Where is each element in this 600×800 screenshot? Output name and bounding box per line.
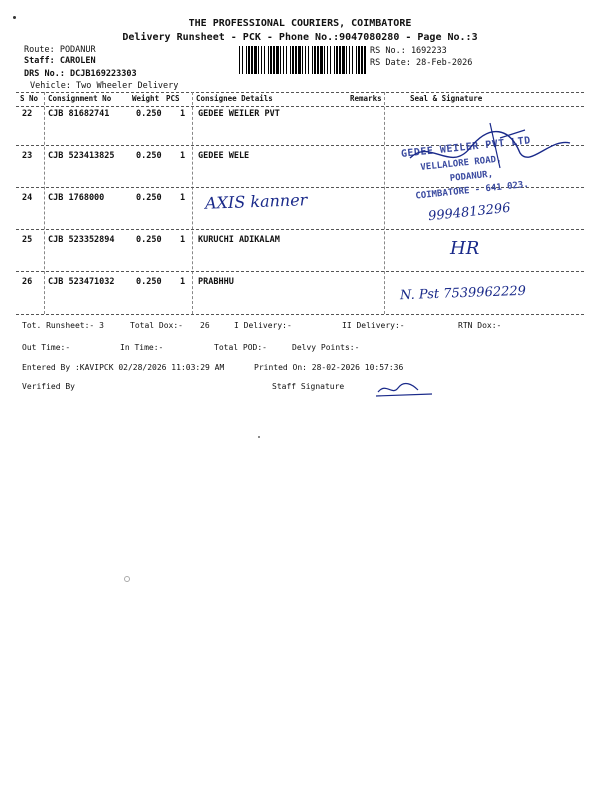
staff-signature-scribble bbox=[372, 378, 442, 400]
barcode-bar bbox=[264, 46, 265, 74]
signature-scribble bbox=[400, 118, 580, 178]
drs-number: DRS No.: DCJB169223303 bbox=[24, 69, 137, 79]
barcode-bar bbox=[242, 46, 243, 74]
barcode-bar bbox=[248, 46, 250, 74]
col-divider bbox=[192, 92, 193, 314]
barcode-bar bbox=[308, 46, 309, 74]
barcode-bar bbox=[280, 46, 281, 74]
barcode-bar bbox=[273, 46, 275, 74]
row-sno: 23 bbox=[22, 151, 33, 161]
row-consignment: CJB 523352894 bbox=[48, 235, 115, 245]
barcode-bar bbox=[268, 46, 269, 74]
barcode-bar bbox=[314, 46, 316, 74]
i-delivery: I Delivery:- bbox=[234, 321, 292, 330]
barcode-bar bbox=[251, 46, 253, 74]
in-time: In Time:- bbox=[120, 343, 164, 352]
row-consignment: CJB 523413825 bbox=[48, 151, 115, 161]
barcode-bar bbox=[352, 46, 353, 74]
row-consignee: PRABHHU bbox=[198, 277, 234, 287]
total-dox-value: 26 bbox=[200, 321, 210, 330]
staff-label: Staff: CAROLEN bbox=[24, 56, 96, 66]
row-consignee: GEDEE WELE bbox=[198, 151, 250, 161]
col-seal: Seal & Signature bbox=[410, 94, 483, 103]
row-sno: 22 bbox=[22, 109, 33, 119]
barcode-bar bbox=[290, 46, 291, 74]
entered-by: Entered By :KAVIPCK 02/28/2026 11:03:29 AM bbox=[22, 363, 225, 372]
barcode-bar bbox=[312, 46, 313, 74]
row-pcs: 1 bbox=[180, 277, 186, 287]
col-remarks: Remarks bbox=[350, 94, 382, 103]
barcode-bar bbox=[364, 46, 366, 74]
barcode-bar bbox=[239, 46, 240, 74]
col-divider bbox=[44, 92, 45, 314]
barcode-bar bbox=[292, 46, 294, 74]
ii-delivery: II Delivery:- bbox=[342, 321, 405, 330]
rtn-dox: RTN Dox:- bbox=[458, 321, 502, 330]
row-pcs: 1 bbox=[180, 235, 186, 245]
barcode-bar bbox=[358, 46, 360, 74]
tot-runsheet: Tot. Runsheet:- 3 bbox=[22, 321, 104, 330]
barcode-bar bbox=[302, 46, 303, 74]
row-weight: 0.250 bbox=[136, 277, 162, 287]
row-consignment: CJB 81682741 bbox=[48, 109, 110, 119]
barcode-bar bbox=[317, 46, 319, 74]
col-pcs: PCS bbox=[166, 94, 180, 103]
col-weight: Weight bbox=[132, 94, 160, 103]
row-consignee: KURUCHI ADIKALAM bbox=[198, 235, 280, 245]
barcode-bar bbox=[334, 46, 335, 74]
handwritten-initials: HR bbox=[450, 238, 480, 259]
row-rule bbox=[16, 229, 584, 230]
vehicle-label: Vehicle: Two Wheeler Delivery bbox=[30, 81, 179, 91]
barcode-bar bbox=[261, 46, 262, 74]
barcode-bar bbox=[320, 46, 323, 74]
runsheet-title: Delivery Runsheet - PCK - Phone No.:9047080280 - Page No.:3 bbox=[122, 32, 478, 43]
row-weight: 0.250 bbox=[136, 235, 162, 245]
row-sno: 24 bbox=[22, 193, 33, 203]
barcode-bar bbox=[349, 46, 350, 74]
barcode-bar bbox=[276, 46, 279, 74]
row-pcs: 1 bbox=[180, 151, 186, 161]
scan-speck bbox=[258, 436, 260, 438]
barcode-bar bbox=[258, 46, 259, 74]
col-divider bbox=[384, 92, 385, 314]
barcode bbox=[238, 46, 366, 74]
stamp-line: VELLALORE ROAD, bbox=[420, 154, 502, 173]
barcode-bar bbox=[295, 46, 297, 74]
table-top-rule bbox=[16, 92, 584, 93]
row-sno: 26 bbox=[22, 277, 33, 287]
col-consignee: Consignee Details bbox=[196, 94, 273, 103]
barcode-bar bbox=[330, 46, 331, 74]
row-rule bbox=[16, 271, 584, 272]
handwritten-phone: 9994813296 bbox=[427, 200, 512, 225]
scan-speck bbox=[13, 16, 16, 19]
barcode-bar bbox=[270, 46, 272, 74]
row-pcs: 1 bbox=[180, 193, 186, 203]
row-consignment: CJB 523471032 bbox=[48, 277, 115, 287]
stamp-line: COIMBATORE - 641 023. bbox=[415, 179, 530, 202]
barcode-bar bbox=[298, 46, 301, 74]
barcode-bar bbox=[356, 46, 357, 74]
barcode-bar bbox=[286, 46, 287, 74]
row-weight: 0.250 bbox=[136, 109, 162, 119]
scan-speck bbox=[124, 576, 130, 582]
row-pcs: 1 bbox=[180, 109, 186, 119]
barcode-bar bbox=[305, 46, 306, 74]
row-sno: 25 bbox=[22, 235, 33, 245]
barcode-bar bbox=[254, 46, 257, 74]
barcode-bar bbox=[246, 46, 247, 74]
printed-on: Printed On: 28-02-2026 10:57:36 bbox=[254, 363, 404, 372]
stamp-line: PODANUR, bbox=[449, 169, 494, 184]
company-name: THE PROFESSIONAL COURIERS, COIMBATORE bbox=[188, 18, 412, 29]
total-pod: Total POD:- bbox=[214, 343, 267, 352]
row-weight: 0.250 bbox=[136, 151, 162, 161]
barcode-bar bbox=[327, 46, 328, 74]
out-time: Out Time:- bbox=[22, 343, 71, 352]
delvy-points: Delvy Points:- bbox=[292, 343, 360, 352]
barcode-bar bbox=[346, 46, 347, 74]
barcode-bar bbox=[324, 46, 325, 74]
verified-by: Verified By bbox=[22, 382, 75, 391]
barcode-bar bbox=[361, 46, 363, 74]
route-label: Route: PODANUR bbox=[24, 45, 96, 55]
total-dox-label: Total Dox:- bbox=[130, 321, 183, 330]
row-consignee: GEDEE WEILER PVT bbox=[198, 109, 280, 119]
table-header bbox=[0, 94, 600, 106]
row-consignment: CJB 1768000 bbox=[48, 193, 105, 203]
stamp-line: GEDEE WEILER PVT LTD bbox=[400, 135, 532, 160]
col-consignment: Consignment No bbox=[48, 94, 112, 103]
handwritten-consignee: AXIS kanner bbox=[204, 190, 308, 213]
barcode-bar bbox=[342, 46, 345, 74]
rs-number: RS No.: 1692233 bbox=[370, 46, 447, 56]
rs-date: RS Date: 28-Feb-2026 bbox=[370, 58, 473, 68]
barcode-bar bbox=[339, 46, 341, 74]
handwritten-signature: N. Pst 7539962229 bbox=[399, 283, 527, 304]
barcode-bar bbox=[283, 46, 284, 74]
barcode-bar bbox=[336, 46, 338, 74]
table-bottom-rule bbox=[16, 314, 584, 315]
col-sno: S No bbox=[20, 94, 39, 103]
staff-signature-label: Staff Signature bbox=[272, 382, 345, 391]
row-weight: 0.250 bbox=[136, 193, 162, 203]
